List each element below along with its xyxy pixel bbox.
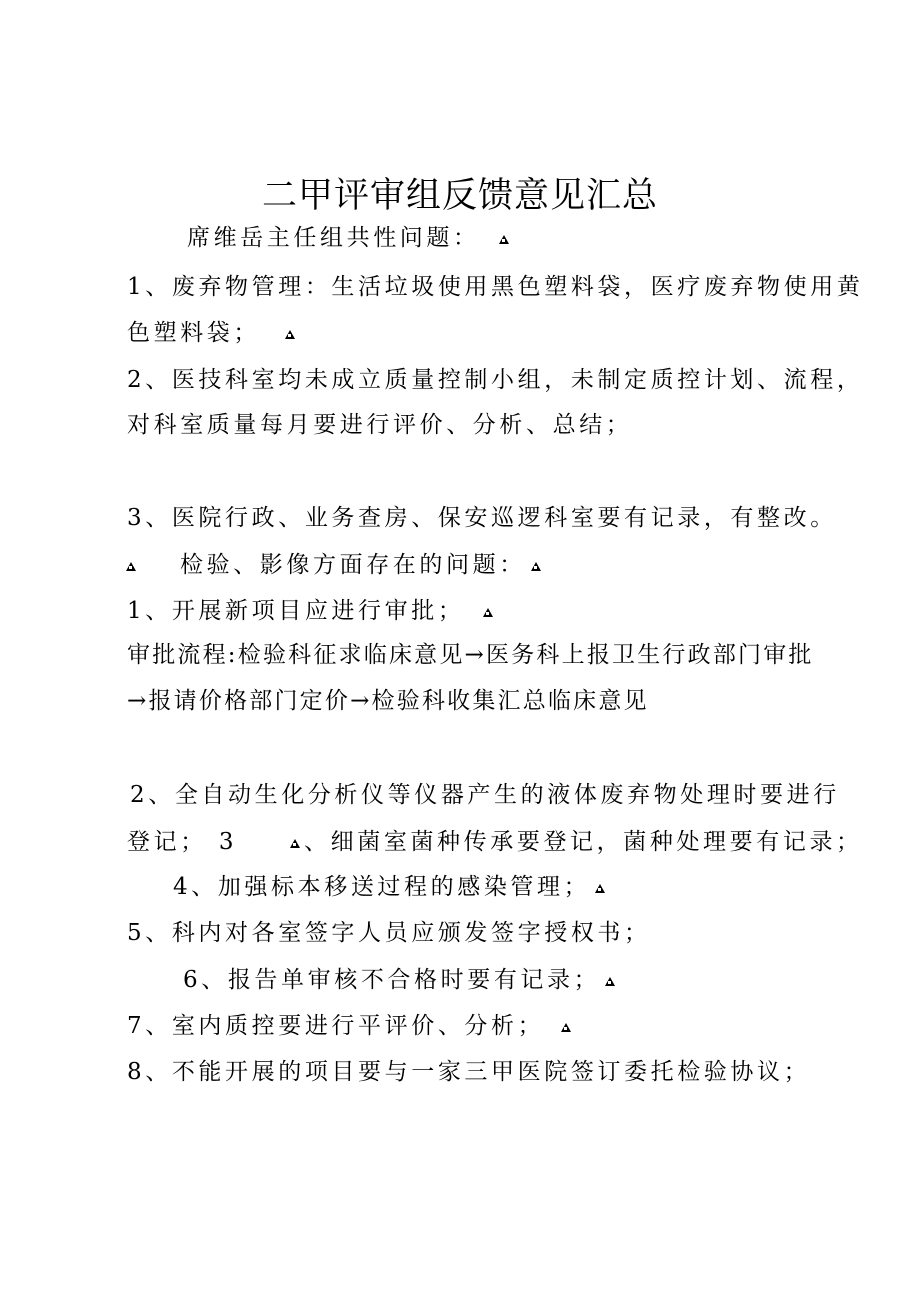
list-item-continued xyxy=(127,318,299,348)
list-item-continued xyxy=(127,827,863,857)
heading-text: 席维岳主任组共性问题： xyxy=(187,225,480,251)
paragraph-mark-icon xyxy=(289,838,300,849)
item-text: 4、加强标本移送过程的感染管理； xyxy=(173,874,591,900)
paragraph-mark-icon xyxy=(594,883,605,894)
list-item xyxy=(127,1011,575,1041)
item-text: 、细菌室菌种传承要登记，菌种处理要有记录； xyxy=(304,829,863,855)
heading-text: 检验、影像方面存在的问题： xyxy=(180,552,526,578)
paragraph-mark-icon xyxy=(498,234,509,245)
paragraph-mark-icon xyxy=(125,561,136,572)
paragraph-mark-icon xyxy=(482,607,493,618)
list-item: 1、废弃物管理：生活垃圾使用黑色塑料袋，医疗废弃物使用黄 xyxy=(127,274,864,300)
list-item-continued: 对科室质量每月要进行评价、分析、总结； xyxy=(127,412,633,438)
list-item: 5、科内对各室签字人员应颁发签字授权书； xyxy=(127,920,651,946)
paragraph-mark-icon xyxy=(560,1022,571,1033)
list-item: 3、医院行政、业务查房、保安巡逻科室要有记录，有整改。 xyxy=(127,505,837,531)
list-item xyxy=(127,596,497,626)
approval-flow-continued: →报请价格部门定价→检验科收集汇总临床意见 xyxy=(127,688,649,714)
list-item xyxy=(173,872,609,902)
list-item: 8、不能开展的项目要与一家三甲医院签订委托检验协议； xyxy=(127,1059,811,1085)
paragraph-mark-icon xyxy=(284,329,295,340)
document-title: 二甲评审组反馈意见汇总 xyxy=(261,176,658,216)
item-text: 1、开展新项目应进行审批； xyxy=(127,598,465,624)
item-text: 色塑料袋； xyxy=(127,320,260,346)
paragraph-mark-icon xyxy=(530,561,541,572)
list-item: 2、全自动生化分析仪等仪器产生的液体废弃物处理时要进行 xyxy=(130,782,840,808)
approval-flow: 审批流程:检验科征求临床意见→医务科上报卫生行政部门审批 xyxy=(127,642,814,668)
list-item xyxy=(183,965,619,995)
item-text: 6、报告单审核不合格时要有记录； xyxy=(183,967,601,993)
item-text: 7、室内质控要进行平评价、分析； xyxy=(127,1013,545,1039)
section-heading xyxy=(121,550,545,580)
list-item: 2、医技科室均未成立质量控制小组，未制定质控计划、流程， xyxy=(127,367,864,393)
section-heading xyxy=(187,223,513,253)
item-text: 登记； xyxy=(127,829,207,855)
paragraph-mark-icon xyxy=(604,976,615,987)
item-number: 3 xyxy=(218,829,238,855)
